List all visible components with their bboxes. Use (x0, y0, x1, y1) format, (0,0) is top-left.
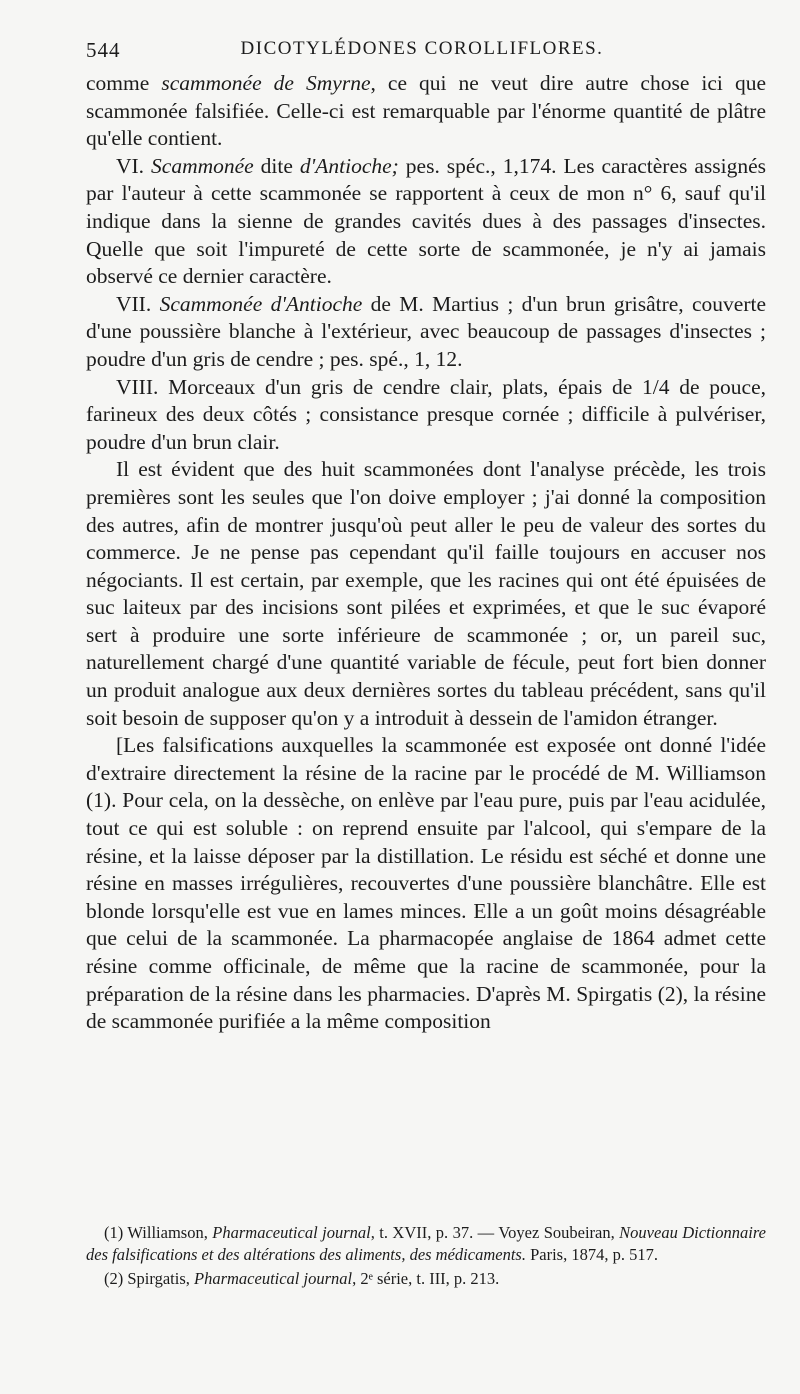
paragraph (86, 70, 766, 153)
paragraph (86, 732, 766, 1036)
paragraph (86, 291, 766, 374)
text-run: Paris, 1874, p. 517. (525, 1245, 658, 1264)
italic-text: Scammonée d'Antioche (159, 291, 363, 316)
italic-text: scammonée de Smyrne (161, 71, 371, 95)
footnote (86, 1222, 766, 1266)
page-number: 544 (86, 38, 121, 62)
text-run: dite (253, 153, 300, 178)
text-run: comme (86, 71, 162, 95)
text-run: , ce qui ne veut dire autre chose ici que scammonée falsifiée. Celle-ci est remarquable par l'énorme quantité de plâtre qu'elle contient. (86, 71, 766, 151)
text-run: Il est évident que des huit scammonées dont l'analyse précède, les trois premières sont les seules que l'on doive employer ; j'ai donné la composition des autres, afin de montrer jusqu'où peut aller le peu de valeur des sortes du commerce. Je ne pense pas cependant qu'il faille toujours en accuser nos négociants. Il est certain, par exemple, que les racines qui ont été épuisées de suc laiteux par des incisions sont pilées et exprimées, et que le suc évaporé sert à produire une sorte inférieure de scammonée ; or, un pareil suc, naturellement chargé d'une quantité variable de fécule, peut fort bien donner un produit analogue aux deux dernières sortes du tableau précédent, sans qu'il soit besoin de supposer qu'on y a introduit à dessein de l'amidon étranger. (86, 457, 766, 730)
paragraph (86, 153, 766, 291)
running-title: DICOTYLÉDONES COROLLIFLORES. (240, 38, 604, 59)
italic-text: Pharmaceutical journal (212, 1223, 371, 1242)
paragraph (86, 456, 766, 732)
italic-text: Scammonée (151, 153, 254, 178)
text-run: pes. spéc., 1,174. Les caractères assignés par l'auteur à cette scammonée se rapportent à ceux de mon n° 6, sauf qu'il indique dans la sienne de grandes cavités dues à des passages d'insectes. Quelle que soit l'impureté de cette sorte de scammonée, je n'y ai jamais observé ce dernier caractère. (86, 153, 767, 289)
main-text (86, 70, 766, 1036)
text-run: [Les falsifications auxquelles la scammonée est exposée ont donné l'idée d'extraire directement la résine de la racine par le procédé de M. Williamson (1). Pour cela, on la dessèche, on enlève par l'eau pure, puis par l'eau acidulée, tout ce qui est soluble : on reprend ensuite par l'alcool, qui s'empare de la résine, et la laisse déposer par la distillation. Le résidu est séché et donne une résine en masses irrégulières, recouvertes d'une poussière blanchâtre. Elle est blonde lorsqu'elle est vue en lames minces. Elle a un goût moins désagréable que celui de la scammonée. La pharmacopée anglaise de 1864 admet cette résine comme officinale, de même que la racine de scammonée, pour la préparation de la résine dans les pharmacies. D'après M. Spirgatis (2), la résine de scammonée purifiée a la même composition (86, 733, 766, 1034)
text-run: VII. (116, 291, 160, 316)
text-run: VIII. Morceaux d'un gris de cendre clair, plats, épais de 1/4 de pouce, farineux des deux côtés ; consistance presque cornée ; difficile à pulvériser, poudre d'un brun clair. (86, 374, 766, 454)
footnotes (86, 1222, 766, 1292)
text-run: de M. Martius ; d'un brun grisâtre, couverte d'une poussière blanche à l'extérieur, avec beaucoup de passages d'insectes ; poudre d'un gris de cendre ; pes. spé., 1, 12. (86, 291, 766, 371)
page-header (86, 38, 758, 68)
text-run: , 2ᵉ série, t. III, p. 213. (352, 1269, 500, 1288)
text-run: (2) Spirgatis, (104, 1269, 194, 1288)
italic-text: d'Antioche; (299, 153, 399, 178)
text-run: (1) Williamson, (104, 1223, 213, 1242)
italic-text: Pharmaceutical journal (194, 1269, 353, 1288)
paragraph (86, 374, 766, 457)
footnote (86, 1268, 766, 1290)
text-run: , t. XVII, p. 37. — Voyez Soubeiran, (370, 1223, 620, 1242)
italic-text: Nouveau Dictionnaire des falsifications et des altérations des aliments, des médicaments. (86, 1223, 766, 1264)
text-run: VI. (116, 153, 152, 178)
